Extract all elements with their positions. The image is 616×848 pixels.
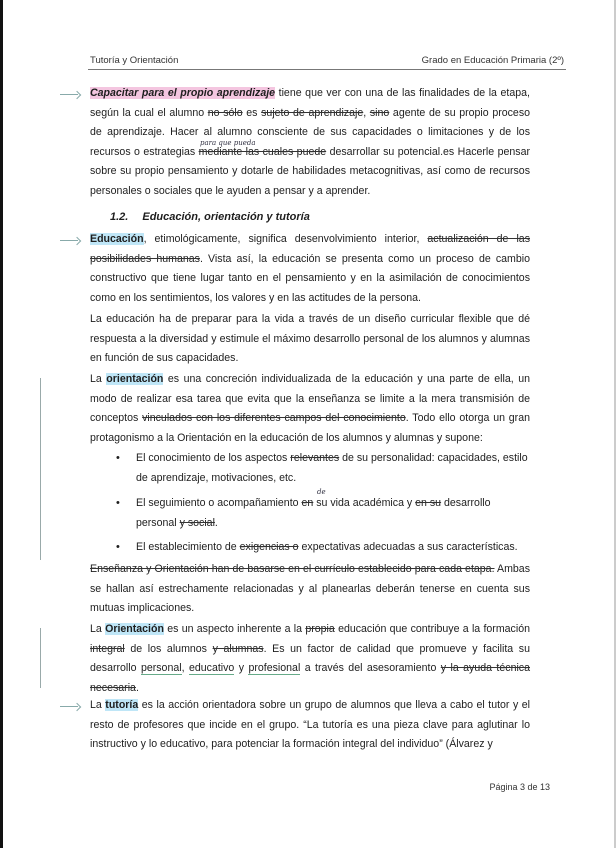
text: El conocimiento de los aspectos	[136, 452, 291, 464]
text: es un aspecto inherente a la	[163, 623, 306, 635]
text: de su personalidad: capacidades, estilo de aprendizaje, motivaciones, etc.	[136, 452, 528, 484]
text: La	[90, 699, 106, 711]
text: El seguimiento o acompañamiento	[136, 497, 302, 509]
text: .	[135, 681, 139, 694]
paragraph-capacitar	[90, 84, 530, 202]
text: es una concreción individualizada de la educación y una parte de ella, un modo de realizar esa tarea que evita que la enseñanza se limite a la mera transmisión de conceptos	[90, 373, 530, 425]
struck-text: no sólo	[207, 106, 243, 119]
underlined-text: educativo	[188, 662, 235, 675]
text: . Todo ello otorga un gran protagonismo a la Orientación en la educación de los alumnos y alumnas y supone:	[90, 412, 530, 444]
text: es la acción orientadora sobre un grupo de alumnos que lleva a cabo el tutor y el resto de profesores que incide en el grupo. “La tutoría es una pieza clave para aglutinar lo instructivo y lo educativo, para potenciar la formación integral del individuo” (Álvarez y	[90, 699, 531, 751]
text: y	[234, 662, 249, 675]
struck-text: y social	[179, 516, 215, 529]
margin-bracket	[40, 628, 41, 688]
text: expectativas adecuadas a sus características.	[298, 541, 518, 553]
text: su vida académica y	[313, 497, 416, 509]
term-tutoria: tutoría	[105, 699, 139, 711]
paragraph-orientacion-2	[90, 620, 530, 698]
bullet-item	[136, 449, 530, 488]
text: educación que contribuye a la formación	[334, 623, 530, 635]
struck-text: exigencias o	[239, 541, 299, 553]
paragraph-educacion	[90, 230, 530, 308]
header-left: Tutoría y Orientación	[90, 55, 179, 66]
struck-text: Enseñanza y Orientación han de basarse en el currículo establecido para cada etapa.	[90, 563, 495, 575]
bullet-icon: •	[116, 541, 120, 553]
header-rule	[88, 69, 566, 70]
text: .	[214, 516, 218, 529]
text: Ambas se hallan así estrechamente relacionadas y al planearlas deberán tenerse en cuenta sus mutuas implicaciones.	[90, 563, 530, 615]
term-orientacion-2: Orientación	[105, 623, 164, 635]
text: desarrollar su potencial.es Hacerle pensar sobre su propio pensamiento y dotarle de habilidades metacognitivas, así como de recursos personales o sociales que le ayuden a pensar y a aprender.	[90, 145, 530, 197]
text: . Vista así, la educación se presenta como un proceso de cambio constructivo que tiene lugar tanto en el pensamiento y en la asimilación de conocimientos como en los sentimientos, los valores y en las actitudes de la persona.	[90, 252, 530, 304]
section-title: Educación, orientación y tutoría	[142, 211, 310, 223]
text: desarrollo personal	[136, 497, 491, 529]
struck-text: y alumnas	[212, 642, 264, 655]
scan-edge	[0, 0, 3, 848]
struck-text: vinculados con los diferentes campos del conocimiento	[142, 412, 406, 425]
struck-text: mediante las cuales puede	[198, 145, 327, 158]
bullet-icon: •	[116, 452, 120, 464]
margin-arrow-icon	[60, 706, 78, 707]
bullet-icon: •	[116, 497, 120, 509]
bullet-item	[136, 494, 530, 533]
text: , etimológicamente, significa desenvolvimiento interior,	[143, 233, 428, 245]
paragraph-ensenanza	[90, 560, 530, 619]
text: El establecimiento de	[136, 541, 240, 553]
handwritten-note: para que pueda	[200, 139, 256, 147]
struck-text: relevantes	[290, 452, 340, 464]
text: La	[90, 373, 107, 385]
struck-text: en su	[415, 497, 442, 509]
term-orientacion: orientación	[106, 373, 164, 385]
struck-text: sujeto de aprendizaje	[261, 106, 364, 119]
text: La	[90, 623, 106, 635]
paragraph-tutoria	[90, 696, 530, 755]
struck-text: propia	[305, 623, 335, 635]
section-number: 1.2.	[110, 211, 129, 223]
struck-text: integral	[90, 642, 125, 655]
handwritten-note: de	[317, 488, 326, 496]
header-right: Grado en Educación Primaria (2º)	[421, 55, 564, 66]
term-educacion: Educación	[90, 233, 144, 245]
text: tiene que ver con una de las finalidades de la etapa, según la cual el alumno	[90, 87, 530, 119]
margin-arrow-icon	[60, 240, 78, 241]
text: ,	[363, 106, 370, 119]
struck-text: y la ayuda técnica necesaria	[90, 662, 530, 694]
underlined-text: personal	[140, 662, 182, 675]
paragraph-preparar: La educación ha de preparar para la vida a través de un diseño curricular flexible que dé respuesta a la diversidad y estimule el máximo desarrollo personal de los alumnos y alumnas en función de sus capacidades.	[90, 313, 530, 365]
section-heading	[110, 211, 310, 223]
margin-bracket	[40, 378, 41, 560]
text: a través del asesoramiento	[300, 662, 441, 675]
struck-text: sino	[369, 106, 390, 119]
bullet-item	[136, 538, 530, 558]
underlined-text: profesional	[248, 662, 301, 675]
text: de los alumnos	[124, 642, 213, 655]
text: es	[242, 106, 262, 119]
text: agente de su propio proceso de aprendizaje. Hacer al alumno consciente de sus capacidades o limitaciones y de los recursos o estrategias	[90, 106, 531, 158]
text: . Es un factor de calidad que promueve y facilita su desarrollo	[90, 642, 530, 675]
margin-arrow-icon	[60, 94, 78, 95]
term-capacitar: Capacitar para el propio aprendizaje	[90, 87, 276, 99]
text: ,	[181, 662, 189, 675]
page-number: Página 3 de 13	[489, 782, 550, 792]
struck-text: actualización de las posibilidades humanas	[90, 233, 530, 265]
struck-text: en	[301, 497, 314, 509]
paragraph-orientacion	[90, 370, 530, 448]
